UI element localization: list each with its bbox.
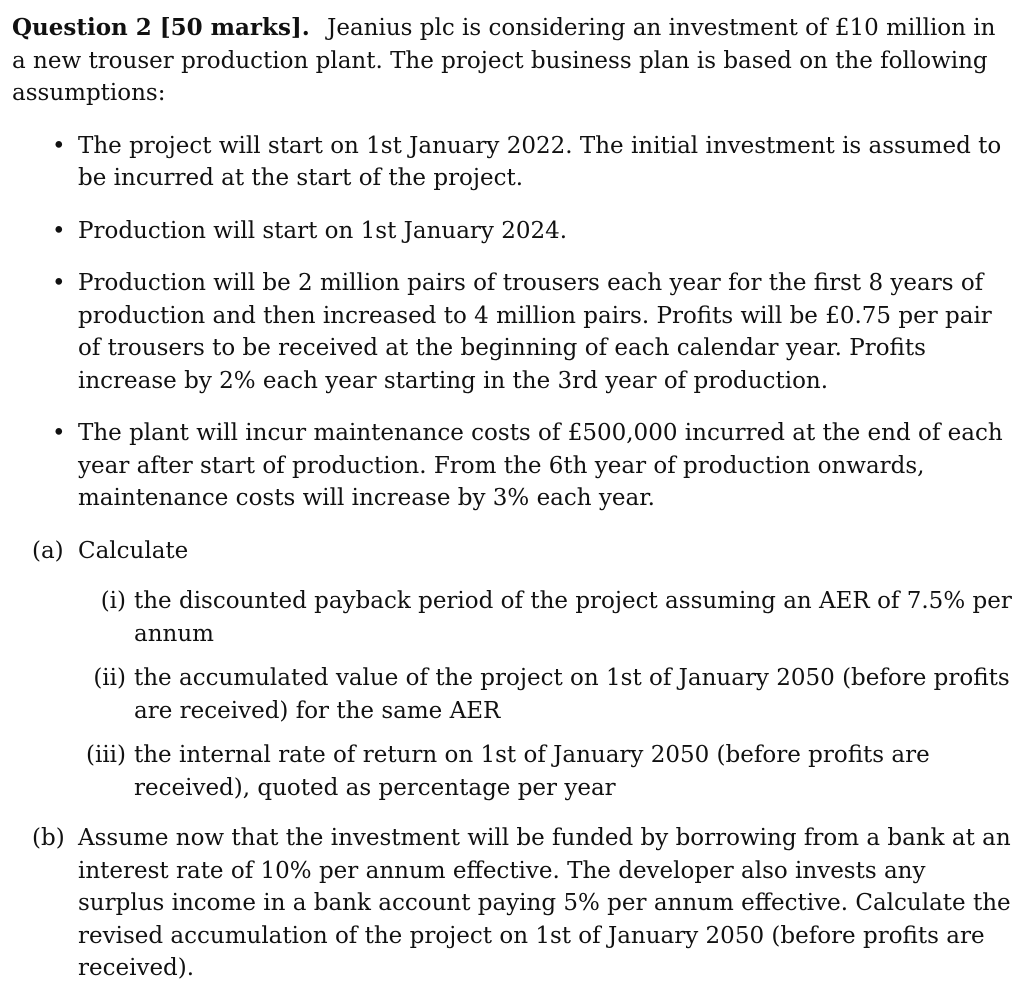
subpart-ii [78, 662, 1014, 727]
subpart-iii [78, 739, 1014, 804]
assumption-text: The plant will incur maintenance costs of £500,000 incurred at the end of each year after start of production. From the 6th year of production onwards, maintenance costs will increase by 3% each year. [78, 420, 1003, 511]
part-a [12, 535, 1014, 805]
assumption-item [12, 215, 1014, 248]
assumption-text: The project will start on 1st January 2022. The initial investment is assumed to be incurred at the start of the project. [78, 132, 1002, 191]
subpart-i [78, 585, 1014, 650]
bullet-icon: • [52, 420, 66, 446]
assumption-text: Production will start on 1st January 2024. [78, 217, 568, 244]
subpart-iii-label: (iii) [85, 742, 126, 768]
question-parts [12, 535, 1014, 985]
part-b [12, 822, 1014, 985]
question-intro [12, 12, 1014, 110]
assumption-item [12, 130, 1014, 195]
assumption-item [12, 267, 1014, 397]
subpart-ii-text: the accumulated value of the project on 1st of January 2050 (before profits are received) for the same AER [134, 665, 1010, 724]
subpart-i-text: the discounted payback period of the project assuming an AER of 7.5% per annum [134, 588, 1012, 647]
part-a-text: Calculate [78, 537, 189, 564]
part-b-text: Assume now that the investment will be funded by borrowing from a bank at an interest rate of 10% per annum effective. The developer also invests any surplus income in a bank account paying 5% per annum effective. Calculate the revised accumulation of the project on 1st of January 2050 (before profits are received). [78, 825, 1011, 981]
assumption-item [12, 417, 1014, 515]
part-a-label: (a) [32, 537, 64, 564]
subpart-ii-label: (ii) [93, 665, 126, 691]
subpart-iii-text: the internal rate of return on 1st of January 2050 (before profits are received), quoted as percentage per year [134, 742, 930, 801]
subpart-i-label: (i) [100, 588, 126, 614]
assumption-text: Production will be 2 million pairs of trousers each year for the first 8 years of production and then increased to 4 million pairs. Profits will be £0.75 per pair of trousers to be received at the beginning of each calendar year. Profits increase by 2% each year starting in the 3rd year of production. [78, 270, 992, 394]
question-document [12, 12, 1014, 995]
question-intro-text: Jeanius plc is considering an investment of £10 million in a new trouser production plant. The project business plan is based on the following assumptions: [12, 15, 996, 106]
bullet-icon: • [52, 270, 66, 296]
part-a-subparts [78, 585, 1014, 804]
question-title: Question 2 [50 marks]. [12, 14, 310, 41]
bullet-icon: • [52, 217, 66, 244]
part-b-label: (b) [32, 825, 65, 851]
assumptions-list [12, 130, 1014, 515]
bullet-icon: • [52, 132, 66, 159]
